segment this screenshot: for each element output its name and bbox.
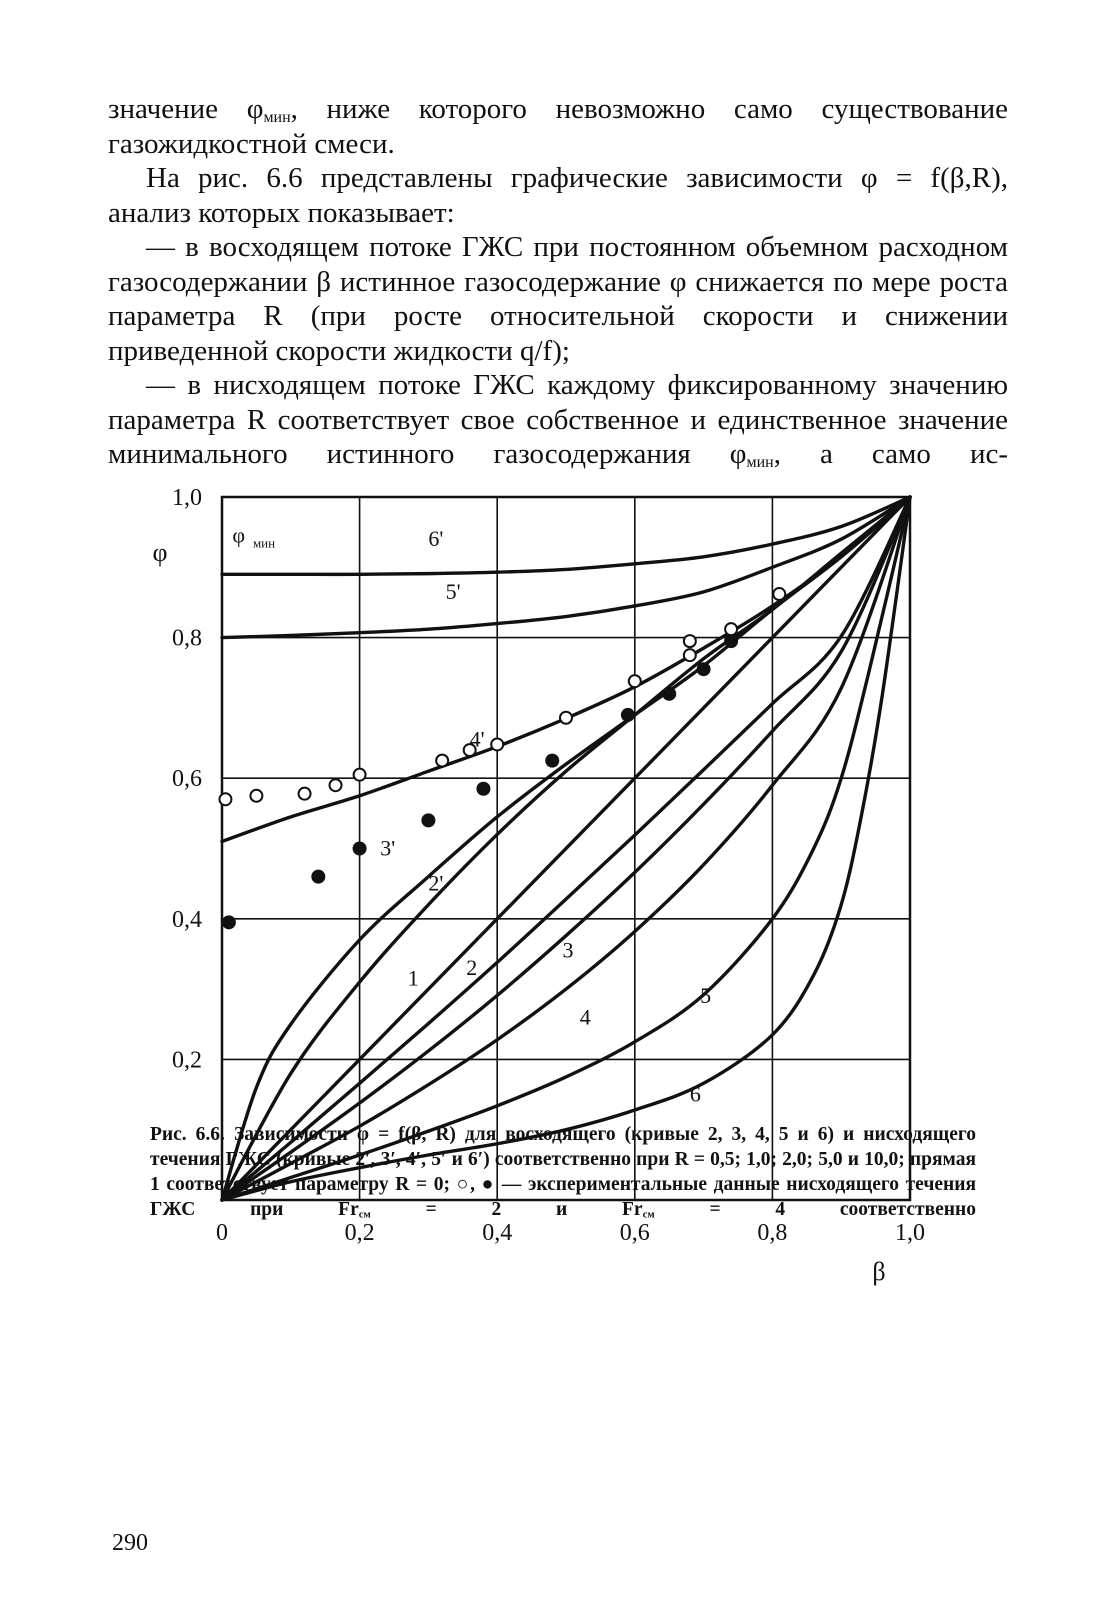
curve-label: 3 — [562, 937, 574, 963]
x-tick-label: 0,4 — [482, 1220, 513, 1246]
data-point-open — [299, 788, 311, 800]
data-point-filled — [545, 754, 559, 768]
paragraph-4: — в нисходящем потоке ГЖС каждому фиксированному значению параметра R соответствует свое собственное и единственное значение минимального истинного газосодержания $\varphi_{мин}$, а само ис- — [108, 369, 1008, 471]
x-tick-label: 0 — [216, 1220, 228, 1246]
series-curve-1 — [222, 497, 910, 1200]
data-point-open — [354, 769, 366, 781]
curve-label: 4' — [469, 726, 485, 752]
data-point-open — [629, 675, 641, 687]
curve-label: мин — [252, 535, 276, 551]
data-point-filled — [662, 687, 676, 701]
series-curve-6-prime — [222, 497, 910, 574]
filled-circle-symbol: ● — [481, 1174, 496, 1195]
data-point-open — [330, 779, 342, 791]
data-point-open — [491, 738, 503, 750]
y-tick-label: 0,2 — [172, 1047, 202, 1074]
page-number: 290 — [112, 1530, 148, 1556]
series-curve-5-prime — [222, 497, 910, 638]
figure-caption: Рис. 6.6. Зависимости φ = f(β, R) для восходящего (кривые 2, 3, 4, 5 и 6) и нисходящего течения ГЖС (кривые 2′, 3′, 4′, 5′ и 6′) соответственно при R = 0,5; 1,0; 2,0; 5,0 и 10,0; прямая 1 соответствует параметру R = 0; ○, ● — экспериментальные данные нисходящего течения ГЖС при $Fr_{см} = 2$ и $Fr_{см} = 4$ соответственно — [150, 1124, 977, 1221]
y-tick-label: 0,8 — [172, 625, 202, 652]
y-tick-label: 0,6 — [172, 766, 202, 793]
curve-label: 3' — [380, 835, 396, 861]
data-point-filled — [476, 782, 490, 796]
x-axis-label: β — [872, 1257, 886, 1286]
data-point-open — [250, 790, 262, 802]
data-point-filled — [353, 842, 367, 856]
data-point-filled — [421, 813, 435, 827]
paragraph-1: значение $\varphi_{мин}$, ниже которого невозможно само существование газожидкостной смеси. — [108, 93, 1009, 160]
x-tick-label: 0,2 — [344, 1220, 375, 1246]
data-point-open — [436, 755, 448, 767]
data-point-filled — [311, 870, 325, 884]
series-layer — [222, 497, 910, 1200]
data-point-open — [773, 588, 785, 600]
paragraph-2: На рис. 6.6 представлены графические зависимости φ = f(β,R), анализ которых показывает: — [108, 162, 1008, 229]
data-point-filled — [724, 634, 738, 648]
curve-label: 5' — [445, 578, 461, 604]
open-circle-symbol: ○ — [456, 1174, 471, 1195]
curve-label: 6' — [428, 526, 444, 552]
y-tick-label: 0,4 — [172, 906, 202, 933]
data-point-open — [219, 793, 231, 805]
data-point-open — [684, 649, 696, 661]
y-tick-label: 1,0 — [172, 485, 202, 511]
curve-label: φ — [232, 522, 246, 548]
data-point-open — [560, 712, 572, 724]
x-tick-label: 0,8 — [757, 1220, 788, 1246]
x-tick-label: 0,6 — [619, 1220, 650, 1246]
data-point-open — [725, 623, 737, 635]
curve-label: 2 — [466, 955, 478, 981]
curve-label: 5 — [700, 983, 712, 1009]
curve-label: 2' — [428, 870, 444, 896]
series-curve-4-prime — [222, 497, 910, 841]
y-axis-label: φ — [152, 538, 168, 568]
curve-label: 6 — [689, 1081, 701, 1107]
paragraph-3: — в восходящем потоке ГЖС при постоянном объемном расходном газосодержании β истинное газосодержание φ снижается по мере роста параметра R (при росте относительной скорости и снижении приведенной скорости жидкости q/f); — [108, 231, 1008, 367]
data-point-filled — [621, 708, 635, 722]
body-text — [108, 92, 1008, 506]
marker-layer — [219, 588, 785, 929]
data-point-filled — [222, 915, 236, 929]
data-point-open — [684, 635, 696, 647]
x-tick-label: 1,0 — [895, 1220, 925, 1246]
curve-label: 1 — [407, 965, 419, 991]
curve-label: 4 — [579, 1004, 591, 1030]
data-point-filled — [697, 662, 711, 676]
